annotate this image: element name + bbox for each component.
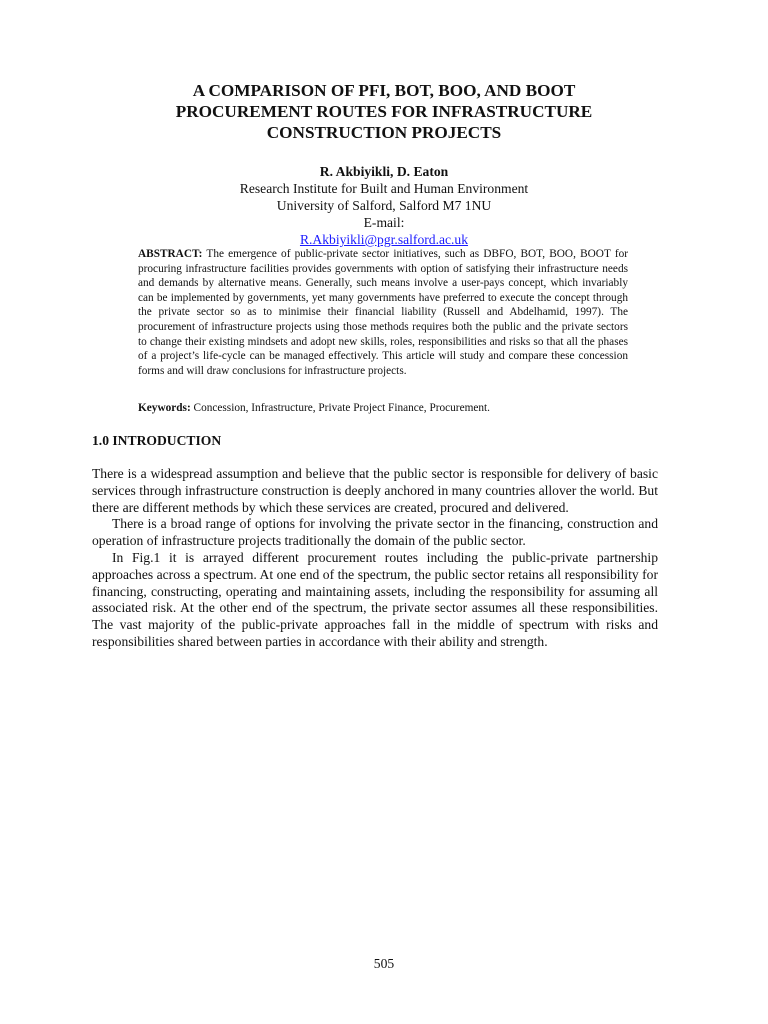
abstract <box>138 247 628 378</box>
email-line <box>90 214 678 248</box>
abstract-text: The emergence of public-private sector initiatives, such as DBFO, BOT, BOO, BOOT for procuring infrastructure facilities provides governments with option of satisfying their infrastructure needs and demands by alternative means. Generally, such means involve a user-pays concept, which invariably can be implemented by governments, yet many governments have preferred to execute the concept through the private sector so as to minimise their financial liability (Russell and Abdelhamid, 1997). The procurement of infrastructure projects using those methods requires both the public and the private sectors to change their existing mindsets and adopt new skills, roles, responsibilities and risks so that all the phases of a project’s life-cycle can be managed effectively. This article will study and compare these concession forms and will draw conclusions for infrastructure projects. <box>138 248 628 377</box>
keywords-text: Concession, Infrastructure, Private Project Finance, Procurement. <box>190 402 490 414</box>
paragraph: There is a broad range of options for involving the private sector in the financing, construction and operation of infrastructure projects traditionally the domain of the public sector. <box>92 516 658 549</box>
keywords <box>138 401 628 416</box>
paragraph: There is a widespread assumption and believe that the public sector is responsible for delivery of basic services through infrastructure construction is deeply anchored in many countries allover the world. But there are different methods by which these services are created, procured and delivered. <box>92 466 658 515</box>
affiliation-line: Research Institute for Built and Human Environment <box>239 181 529 196</box>
paper-title <box>90 80 678 143</box>
title-line: A COMPARISON OF PFI, BOT, BOO, AND BOOT <box>192 81 576 100</box>
page-number: 505 <box>373 956 395 971</box>
paragraph: In Fig.1 it is arrayed different procurement routes including the public-private partnership approaches across a spectrum. At one end of the spectrum, the public sector retains all responsibility for financing, constructing, operating and maintaining assets, including the responsibility for assuming all associated risk. At the other end of the spectrum, the private sector assumes all these responsibilities. The vast majority of the public-private approaches fall in the middle of spectrum with risks and responsibilities shared between parties in accordance with their ability and strength. <box>92 549 658 649</box>
title-line: PROCUREMENT ROUTES FOR INFRASTRUCTURE <box>175 102 593 121</box>
affiliation-line: University of Salford, Salford M7 1NU <box>276 198 492 213</box>
keywords-label: Keywords: <box>138 402 191 414</box>
affiliation <box>90 180 678 248</box>
section-heading: 1.0 INTRODUCTION <box>92 433 222 448</box>
authors: R. Akbiyikli, D. Eaton <box>319 164 449 179</box>
email-link[interactable]: R.Akbiyikli@pgr.salford.ac.uk <box>299 232 469 247</box>
abstract-label: ABSTRACT: <box>138 248 203 260</box>
body-text <box>92 466 658 651</box>
title-line: CONSTRUCTION PROJECTS <box>266 123 502 142</box>
email-label: E-mail: <box>363 215 405 230</box>
